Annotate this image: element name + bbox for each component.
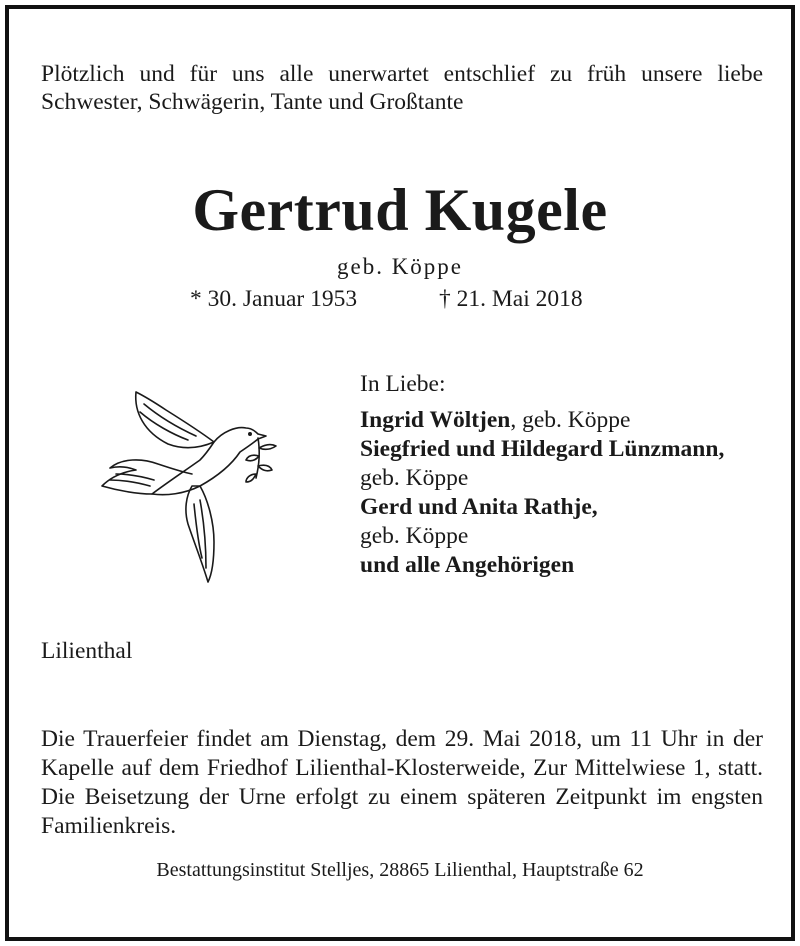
mourner-maiden: geb. Köppe bbox=[360, 465, 469, 491]
deceased-name: Gertrud Kugele bbox=[192, 177, 608, 243]
mourner-maiden: , geb. Köppe bbox=[510, 407, 631, 433]
mourner-maiden: geb. Köppe bbox=[360, 523, 469, 549]
mourner-name: Siegfried und Hildegard Lünzmann, bbox=[360, 436, 725, 462]
mourner-name: Gerd und Anita Rathje, bbox=[360, 494, 598, 520]
dove-with-olive-branch-icon bbox=[96, 382, 286, 587]
mourners-block bbox=[360, 370, 724, 580]
undertaker-info: Bestattungsinstitut Stelljes, 28865 Lilienthal, Hauptstraße 62 bbox=[156, 859, 644, 881]
intro-text: Plötzlich und für uns alle unerwartet entschlief zu früh unsere liebe Schwester, Schwägerin, Tante und Großtante bbox=[41, 61, 763, 115]
place: Lilienthal bbox=[41, 638, 133, 664]
mourners-label: In Liebe: bbox=[360, 371, 446, 397]
maiden-name: geb. Köppe bbox=[336, 254, 464, 279]
mourner-line bbox=[360, 406, 724, 435]
mourner-name: und alle Angehörigen bbox=[360, 552, 575, 578]
birth-date: * 30. Januar 1953 bbox=[190, 286, 358, 312]
death-date: † 21. Mai 2018 bbox=[439, 286, 583, 312]
funeral-info: Die Trauerfeier findet am Dienstag, dem 29. Mai 2018, um 11 Uhr in der Kapelle auf dem Friedhof Lilienthal-Klosterweide, Zur Mittelwiese 1, statt. Die Beisetzung der Urne erfolgt zu einem späteren Zeitpunkt im engsten Familienkreis. bbox=[41, 726, 763, 839]
mourner-name: Ingrid Wöltjen bbox=[360, 407, 511, 433]
